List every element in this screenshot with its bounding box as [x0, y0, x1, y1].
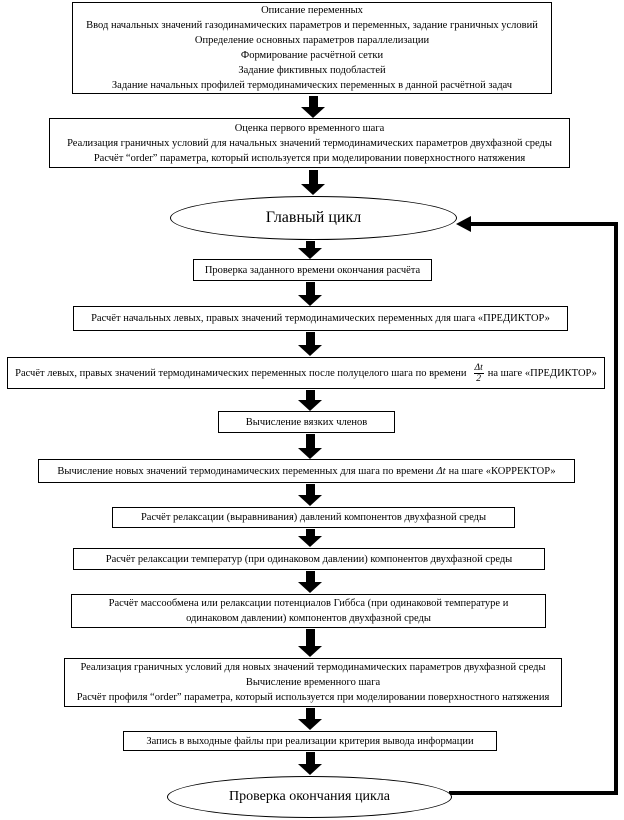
feedback-line-bottom — [449, 791, 618, 795]
delta-t-over-2-fraction — [474, 363, 484, 384]
boundary-new-values-box — [64, 658, 562, 707]
corrector-text-before: Вычисление новых значений термодинамических переменных для шага по времени — [57, 465, 434, 477]
down-arrow-icon — [298, 390, 322, 411]
down-arrow-icon — [298, 708, 322, 730]
feedback-line-right — [614, 222, 618, 795]
first-step-line: Оценка первого временного шага — [234, 122, 385, 134]
down-arrow-icon — [298, 434, 322, 459]
predictor-initial-box — [73, 306, 568, 331]
down-arrow-icon — [298, 484, 322, 506]
delta-t-symbol: Δt — [436, 465, 446, 477]
fraction-denominator: 2 — [476, 373, 481, 384]
main-cycle-label: Главный цикл — [265, 209, 362, 226]
down-arrow-icon — [298, 752, 322, 775]
init-line: Формирование расчётной сетки — [240, 50, 384, 61]
init-box — [72, 2, 552, 94]
down-arrow-icon — [298, 241, 322, 259]
temperature-relaxation-label: Расчёт релаксации температур (при одинаковом давлении) компонентов двухфазной среды — [105, 553, 513, 565]
temperature-relaxation-box — [73, 548, 545, 570]
predictor-initial-label: Расчёт начальных левых, правых значений термодинамических переменных для шага «ПРЕДИКТОР» — [91, 313, 550, 324]
write-output-label: Запись в выходные файлы при реализации критерия вывода информации — [146, 735, 474, 747]
check-time-label: Проверка заданного времени окончания расчёта — [204, 264, 421, 276]
write-output-box — [123, 731, 497, 751]
main-cycle-ellipse — [170, 196, 457, 240]
init-line: Задание фиктивных подобластей — [238, 65, 386, 76]
down-arrow-icon — [298, 529, 322, 547]
feedback-arrowhead-icon — [456, 216, 471, 232]
predictor-half-text-before: Расчёт левых, правых значений термодинамических переменных после полуцелого шага по времени — [15, 367, 467, 379]
pressure-relaxation-box — [112, 507, 515, 528]
feedback-line-top — [470, 222, 618, 226]
predictor-half-step-box — [7, 357, 605, 389]
corrector-box — [38, 459, 575, 483]
pressure-relaxation-label: Расчёт релаксации (выравнивания) давлений компонентов двухфазной среды — [140, 512, 487, 523]
init-line: Описание переменных — [261, 5, 363, 16]
first-step-line: Реализация граничных условий для начальных значений термодинамических параметров двухфазной среды — [67, 137, 552, 149]
boundary-new-line: Реализация граничных условий для новых значений термодинамических параметров двухфазной среды — [80, 662, 546, 673]
first-step-line: Расчёт “order” параметра, который используется при моделировании поверхностного натяжения — [93, 152, 526, 164]
init-line: Задание начальных профилей термодинамических переменных в данной расчётной задач — [111, 80, 513, 91]
init-line: Ввод начальных значений газодинамических параметров и переменных, задание граничных условий — [86, 20, 538, 31]
down-arrow-icon — [298, 629, 322, 657]
end-cycle-label: Проверка окончания цикла — [229, 789, 390, 804]
down-arrow-icon — [301, 170, 325, 195]
predictor-half-text-after: на шаге «ПРЕДИКТОР» — [487, 367, 597, 379]
viscous-terms-label: Вычисление вязких членов — [245, 416, 368, 428]
fraction-numerator: Δt — [474, 362, 483, 373]
down-arrow-icon — [298, 282, 322, 306]
down-arrow-icon — [298, 332, 322, 356]
boundary-new-line: Вычисление временного шага — [245, 677, 381, 688]
gibbs-relaxation-label: Расчёт массообмена или релаксации потенциалов Гиббса (при одинаковой температуре и одинаковом давлении) компонентов двухфазной среды — [108, 598, 509, 624]
corrector-text-after: на шаге «КОРРЕКТОР» — [448, 465, 556, 477]
check-time-box — [193, 259, 432, 281]
down-arrow-icon — [298, 571, 322, 593]
viscous-terms-box — [218, 411, 395, 433]
first-step-box — [49, 118, 570, 168]
init-line: Определение основных параметров параллелизации — [194, 35, 430, 46]
gibbs-relaxation-box — [71, 594, 546, 628]
boundary-new-line: Расчёт профиля “order” параметра, который используется при моделировании поверхностного натяжения — [76, 692, 550, 703]
down-arrow-icon — [301, 96, 325, 118]
end-cycle-ellipse — [167, 776, 452, 818]
